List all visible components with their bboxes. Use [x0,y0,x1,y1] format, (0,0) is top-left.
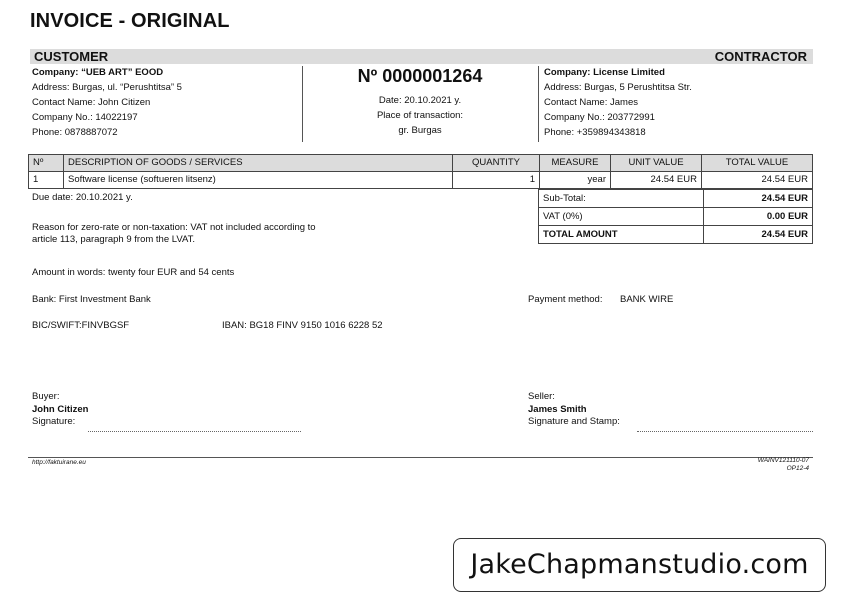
contractor-contact: Contact Name: James [544,97,638,108]
contractor-company: Company: License Limited [544,67,665,78]
customer-block [32,65,182,140]
footer-url: http://faktuirane.eu [32,459,86,466]
row-description: Software license (softueren litsenz) [64,172,453,189]
contractor-phone: Phone: +359894343818 [544,127,646,138]
col-no: Nº [29,155,64,172]
invoice-meta [305,93,535,138]
customer-contact: Contact Name: John Citizen [32,97,151,108]
vat-reason-line2: article 113, paragraph 9 from the LVAT. [32,234,195,245]
col-total-value: TOTAL VALUE [702,155,813,172]
total-value: 24.54 EUR [703,226,812,244]
customer-address: Address: Burgas, ul. “Perushtitsa” 5 [32,82,182,93]
footer-codes [758,457,809,473]
row-no: 1 [29,172,64,189]
party-header-band [30,49,813,64]
footer-code-1: WAINV121110-07 [757,457,809,464]
subtotal-row [539,190,813,208]
bic-swift: BIC/SWIFT:FINVBGSF [32,320,130,331]
amount-in-words: Amount in words: twenty four EUR and 54 cents [32,267,235,278]
items-header-row [29,155,813,172]
buyer-label: Buyer: [32,391,60,402]
col-unit-value: UNIT VALUE [611,155,702,172]
row-total-value: 24.54 EUR [702,172,813,189]
watermark-badge: JakeChapmanstudio.com [453,538,826,592]
col-measure: MEASURE [540,155,611,172]
total-row [539,226,813,244]
place-label: Place of transaction: [376,110,464,121]
vat-reason [32,222,316,246]
seller-signature-label: Signature and Stamp: [528,416,620,427]
divider-left [302,66,303,142]
buyer-signature-line [88,431,301,432]
row-unit-value: 24.54 EUR [611,172,702,189]
customer-company: Company: “UEB ART” EOOD [32,67,164,78]
row-quantity: 1 [453,172,540,189]
subtotal-label: Sub-Total: [539,190,704,208]
col-quantity: QUANTITY [453,155,540,172]
vat-reason-line1: Reason for zero-rate or non-taxation: VAT not included according to [32,222,316,233]
bank-name: Bank: First Investment Bank [32,294,151,305]
footer-divider [28,457,813,458]
table-row [29,172,813,189]
divider-right [538,66,539,142]
document-title: INVOICE - ORIGINAL [30,10,230,32]
seller-block [528,391,620,429]
due-date: Due date: 20.10.2021 y. [32,192,133,203]
buyer-signature-label: Signature: [32,416,76,427]
items-table [28,154,813,189]
customer-heading: CUSTOMER [34,49,109,64]
vat-label: VAT (0%) [539,208,704,226]
totals-table [538,189,813,244]
footer-code-2: OP12-4 [786,465,809,472]
row-measure: year [540,172,611,189]
buyer-name: John Citizen [32,403,89,415]
vat-value: 0.00 EUR [703,208,812,226]
customer-company-no: Company No.: 14022197 [32,112,138,123]
subtotal-value: 24.54 EUR [703,190,812,208]
invoice-number: Nº 0000001264 [357,66,483,86]
payment-method-label: Payment method: [528,294,603,305]
payment-method-value: BANK WIRE [620,294,674,305]
col-description: DESCRIPTION OF GOODS / SERVICES [64,155,453,172]
iban: IBAN: BG18 FINV 9150 1016 6228 52 [222,320,383,331]
seller-name: James Smith [528,403,587,415]
seller-signature-line [637,431,813,432]
customer-phone: Phone: 0878887072 [32,127,118,138]
contractor-address: Address: Burgas, 5 Perushtitsa Str. [544,82,692,93]
vat-row [539,208,813,226]
buyer-block [32,391,88,429]
contractor-heading: CONTRACTOR [714,49,807,64]
contractor-company-no: Company No.: 203772991 [544,112,655,123]
contractor-block [544,65,692,140]
invoice-date: Date: 20.10.2021 y. [378,95,462,106]
place-value: gr. Burgas [398,125,442,136]
total-label: TOTAL AMOUNT [539,226,704,244]
seller-label: Seller: [528,391,555,402]
